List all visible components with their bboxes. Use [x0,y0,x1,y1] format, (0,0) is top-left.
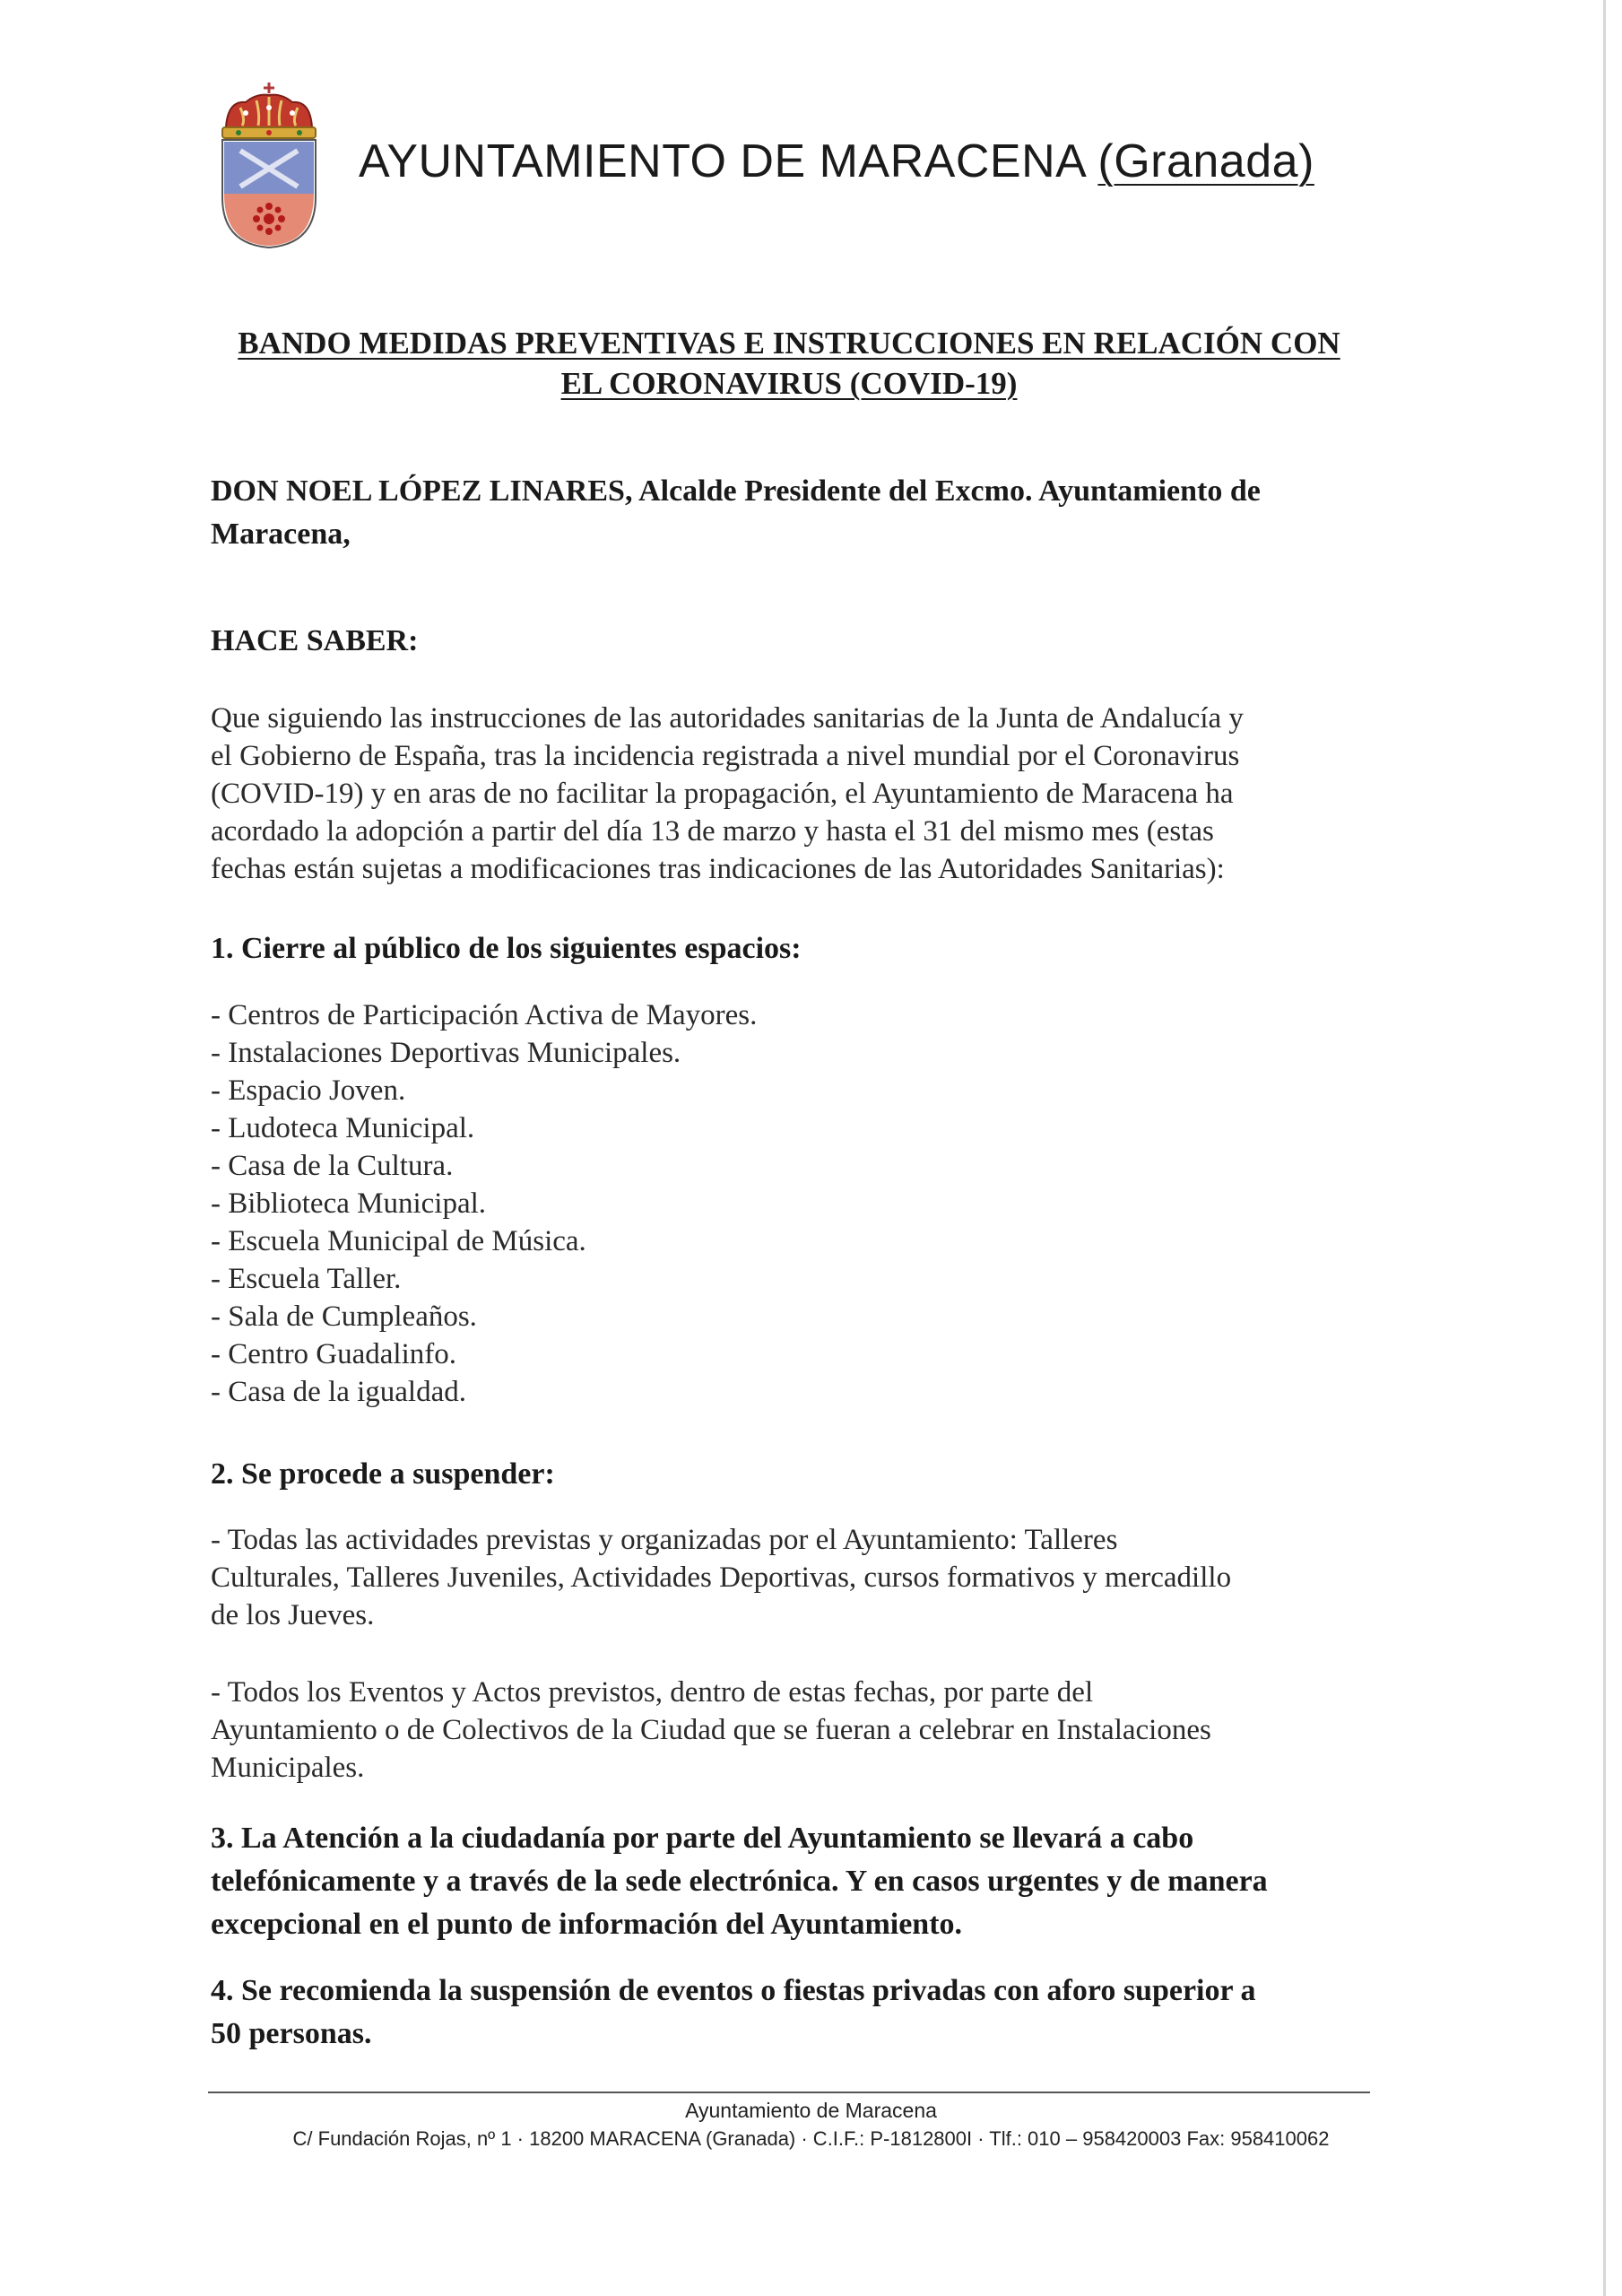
list-item: - Instalaciones Deportivas Municipales. [211,1037,681,1069]
municipality-title [359,135,1314,188]
text-line: excepcional en el punto de información del Ayuntamiento. [211,1908,963,1941]
text-line: - Todas las actividades previstas y organizadas por el Ayuntamiento: Talleres [211,1524,1118,1556]
text-line: 4. Se recomienda la suspensión de eventos o fiestas privadas con aforo superior a [211,1974,1256,2007]
mayor-line: Maracena, [211,517,351,551]
text-line: - Todos los Eventos y Actos previstos, dentro de estas fechas, por parte del [211,1676,1094,1709]
text-line: 3. La Atención a la ciudadanía por parte del Ayuntamiento se llevará a cabo [211,1822,1194,1855]
text-line: el Gobierno de España, tras la incidencia registrada a nivel mundial por el Coronavirus [211,740,1240,772]
list-item: - Escuela Taller. [211,1263,402,1295]
coat-of-arms-icon [215,81,323,251]
mayor-statement [211,470,1367,556]
list-item: - Espacio Joven. [211,1074,406,1107]
document-title-line: EL CORONAVIRUS (COVID-19) [560,366,1018,401]
closed-spaces-list [211,996,757,1411]
section-4-private-events [211,1970,1367,2056]
list-item: - Centros de Participación Activa de Mayores. [211,999,758,1031]
document-title [211,323,1367,404]
suspended-events-paragraph [211,1674,1349,1787]
hace-saber-heading: HACE SABER: [211,624,419,657]
section-1-heading: 1. Cierre al público de los siguientes espacios: [211,932,802,965]
list-item: - Sala de Cumpleaños. [211,1300,477,1333]
list-item: - Casa de la Cultura. [211,1150,454,1182]
list-item: - Ludoteca Municipal. [211,1112,475,1144]
text-line: de los Jueves. [211,1599,375,1631]
text-line: Ayuntamiento o de Colectivos de la Ciudad que se fueran a celebrar en Instalaciones [211,1714,1211,1746]
section-3-citizen-attention [211,1817,1367,1946]
footer-divider [208,2092,1370,2093]
municipality-name: AYUNTAMIENTO DE MARACENA [359,135,1098,187]
list-item: - Centro Guadalinfo. [211,1338,457,1370]
text-line: (COVID-19) y en aras de no facilitar la propagación, el Ayuntamiento de Maracena ha [211,778,1234,810]
suspended-activities-paragraph [211,1521,1349,1634]
intro-paragraph [211,700,1349,888]
mayor-line: DON NOEL LÓPEZ LINARES, Alcalde Presidente del Excmo. Ayuntamiento de [211,474,1261,508]
footer-address: C/ Fundación Rojas, nº 1 · 18200 MARACENA (Granada) · C.I.F.: P-1812800I · Tlf.: 010 – 958420003 Fax: 958410062 [292,2127,1330,2150]
list-item: - Casa de la igualdad. [211,1376,466,1408]
text-line: acordado la adopción a partir del día 13 de marzo y hasta el 31 del mismo mes (estas [211,815,1214,848]
text-line: Que siguiendo las instrucciones de las autoridades sanitarias de la Junta de Andalucía y [211,702,1244,735]
scan-edge [1603,0,1606,2296]
text-line: telefónicamente y a través de la sede electrónica. Y en casos urgentes y de manera [211,1865,1268,1898]
footer-organization: Ayuntamiento de Maracena [685,2099,937,2122]
document-title-line: BANDO MEDIDAS PREVENTIVAS E INSTRUCCIONES EN RELACIÓN CON [238,326,1340,361]
text-line: fechas están sujetas a modificaciones tras indicaciones de las Autoridades Sanitarias): [211,853,1225,885]
text-line: Culturales, Talleres Juveniles, Actividades Deportivas, cursos formativos y mercadillo [211,1561,1232,1594]
list-item: - Escuela Municipal de Música. [211,1225,586,1257]
text-line: Municipales. [211,1752,365,1784]
section-2-heading: 2. Se procede a suspender: [211,1457,555,1491]
municipality-region: (Granada) [1097,135,1314,187]
text-line: 50 personas. [211,2017,372,2050]
list-item: - Biblioteca Municipal. [211,1187,487,1220]
